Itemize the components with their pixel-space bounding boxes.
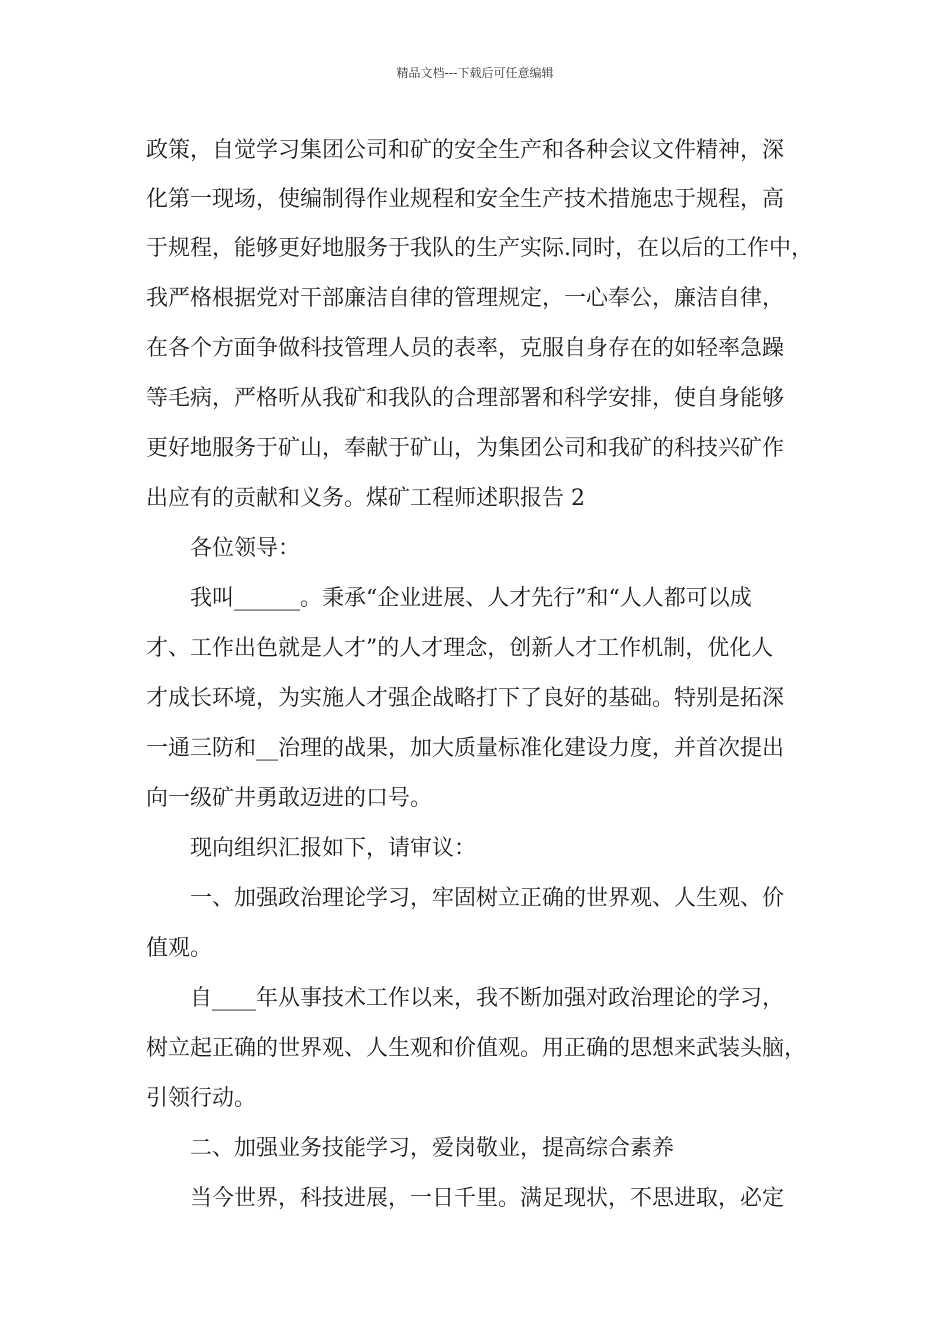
body-line: 政策，自觉学习集团公司和矿的安全生产和各种会议文件精神，深 xyxy=(146,138,785,163)
body-line: 当今世界，科技进展，一日千里。满足现状，不思进取，必定 xyxy=(190,1186,785,1211)
body-line: 自____年从事技术工作以来，我不断加强对政治理论的学习， xyxy=(190,986,785,1011)
body-line: 在各个方面争做科技管理人员的表率，克服自身存在的如轻率急躁 xyxy=(146,336,785,361)
body-line: 才成长环境，为实施人才强企战略打下了良好的基础。特别是拓深 xyxy=(146,686,785,711)
body-line: 才、工作出色就是人才”的人才理念，创新人才工作机制，优化人 xyxy=(146,636,774,661)
section-heading: 二、加强业务技能学习，爱岗敬业，提高综合素养 xyxy=(190,1136,675,1161)
body-line: 我叫______。秉承“企业进展、人才先行”和“人人都可以成 xyxy=(190,586,752,611)
page-header: 精品文档---下载后可任意编辑 xyxy=(396,66,554,80)
section-heading: 一、加强政治理论学习，牢固树立正确的世界观、人生观、价 xyxy=(190,886,785,911)
section-heading-continued: 值观。 xyxy=(146,936,213,961)
body-line: 现向组织汇报如下，请审议： xyxy=(190,836,477,861)
body-line: 于规程，能够更好地服务于我队的生产实际.同时，在以后的工作中， xyxy=(146,236,813,261)
body-line: 我严格根据党对干部廉洁自律的管理规定，一心奉公，廉洁自律， xyxy=(146,286,785,311)
body-line: 一通三防和__治理的战果，加大质量标准化建设力度，并首次提出 xyxy=(146,736,785,761)
salutation: 各位领导： xyxy=(190,536,301,561)
body-line: 向一级矿井勇敢迈进的口号。 xyxy=(146,786,433,811)
body-line: 出应有的贡献和义务。煤矿工程师述职报告 2 xyxy=(146,486,585,511)
body-line: 更好地服务于矿山，奉献于矿山，为集团公司和我矿的科技兴矿作 xyxy=(146,436,785,461)
body-line: 树立起正确的世界观、人生观和价值观。用正确的思想来武装头脑， xyxy=(146,1036,807,1061)
body-line: 引领行动。 xyxy=(146,1086,257,1111)
body-line: 等毛病，严格听从我矿和我队的合理部署和科学安排，使自身能够 xyxy=(146,386,785,411)
body-line: 化第一现场，使编制得作业规程和安全生产技术措施忠于规程，高 xyxy=(146,187,785,212)
